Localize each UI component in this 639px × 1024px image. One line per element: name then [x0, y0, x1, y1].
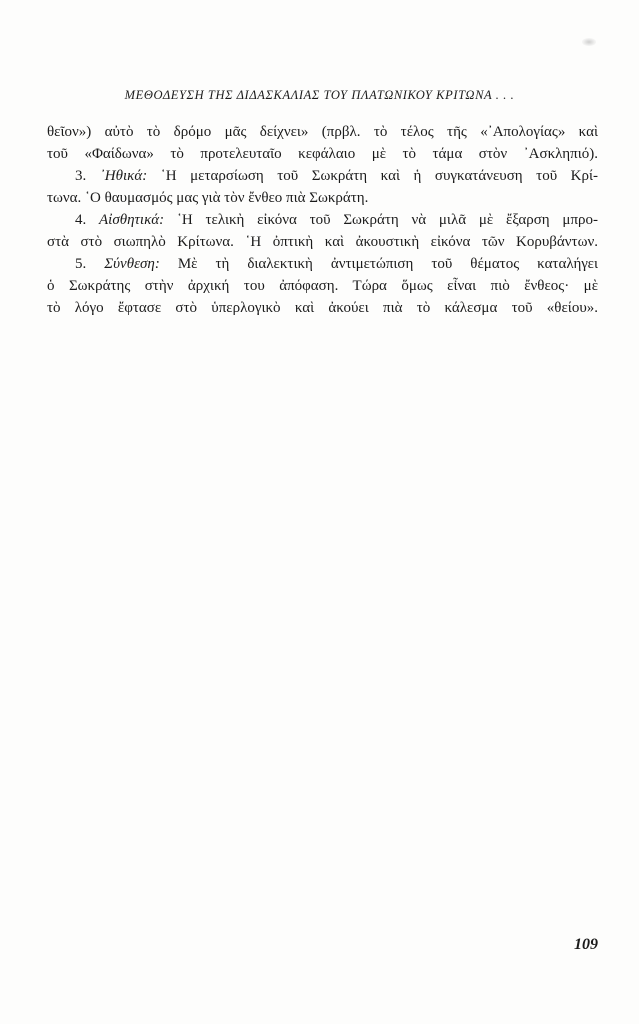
item-text: ῾Η τελικὴ εἰκόνα τοῦ Σωκράτη νὰ μιλᾶ μὲ ἔξαρση μπρο- — [176, 212, 598, 228]
item-label: Σύνθεση: — [104, 256, 160, 272]
text-line: θεῖον») αὐτὸ τὸ δρόμο μᾶς δείχνει» (πρβλ. τὸ τέλος τῆς «᾿Απολογίας» καὶ — [47, 124, 598, 140]
text-line: τωνα. ῾Ο θαυμασμός μας γιὰ τὸν ἔνθεο πιὰ Σωκράτη. — [47, 190, 369, 206]
text-line: ὁ Σωκράτης στὴν ἀρχική του ἀπόφαση. Τώρα ὅμως εἶναι πιὸ ἔνθεος· μὲ — [47, 278, 598, 294]
item-label: Αἰσθητικά: — [99, 212, 165, 228]
item-text: Μὲ τὴ διαλεκτικὴ ἀντιμετώπιση τοῦ θέματος καταλήγει — [177, 256, 598, 272]
item-number: 3. — [75, 168, 87, 184]
numbered-item-4-first-line — [47, 209, 598, 231]
body-text — [47, 121, 598, 319]
numbered-item-5-first-line — [47, 253, 598, 275]
text-line: στὰ στὸ σιωπηλὸ Κρίτωνα. ῾Η ὀπτικὴ καὶ ἀκουστικὴ εἰκόνα τῶν Κορυβάντων. — [47, 234, 598, 250]
scan-smudge — [582, 38, 596, 46]
item-number: 5. — [75, 256, 87, 272]
text-line: τοῦ «Φαίδωνα» τὸ προτελευταῖο κεφάλαιο μὲ τὸ τάμα στὸν ᾿Ασκληπιό). — [47, 146, 598, 162]
item-text: ῾Η μεταρσίωση τοῦ Σωκράτη καὶ ἡ συγκατάνευση τοῦ Κρί- — [160, 168, 598, 184]
running-head: ΜΕΘΟΔΕΥΣΗ ΤΗΣ ΔΙΔΑΣΚΑΛΙΑΣ ΤΟΥ ΠΛΑΤΩΝΙΚΟΥ ΚΡΙΤΩΝΑ . . . — [124, 88, 515, 102]
numbered-item-3-first-line — [47, 165, 598, 187]
page-number: 109 — [574, 936, 598, 953]
item-number: 4. — [75, 212, 87, 228]
text-line: τὸ λόγο ἔφτασε στὸ ὑπερλογικὸ καὶ ἀκούει πιὰ τὸ κάλεσμα τοῦ «θείου». — [47, 300, 598, 316]
item-label: ᾿Ηθικά: — [99, 168, 148, 184]
